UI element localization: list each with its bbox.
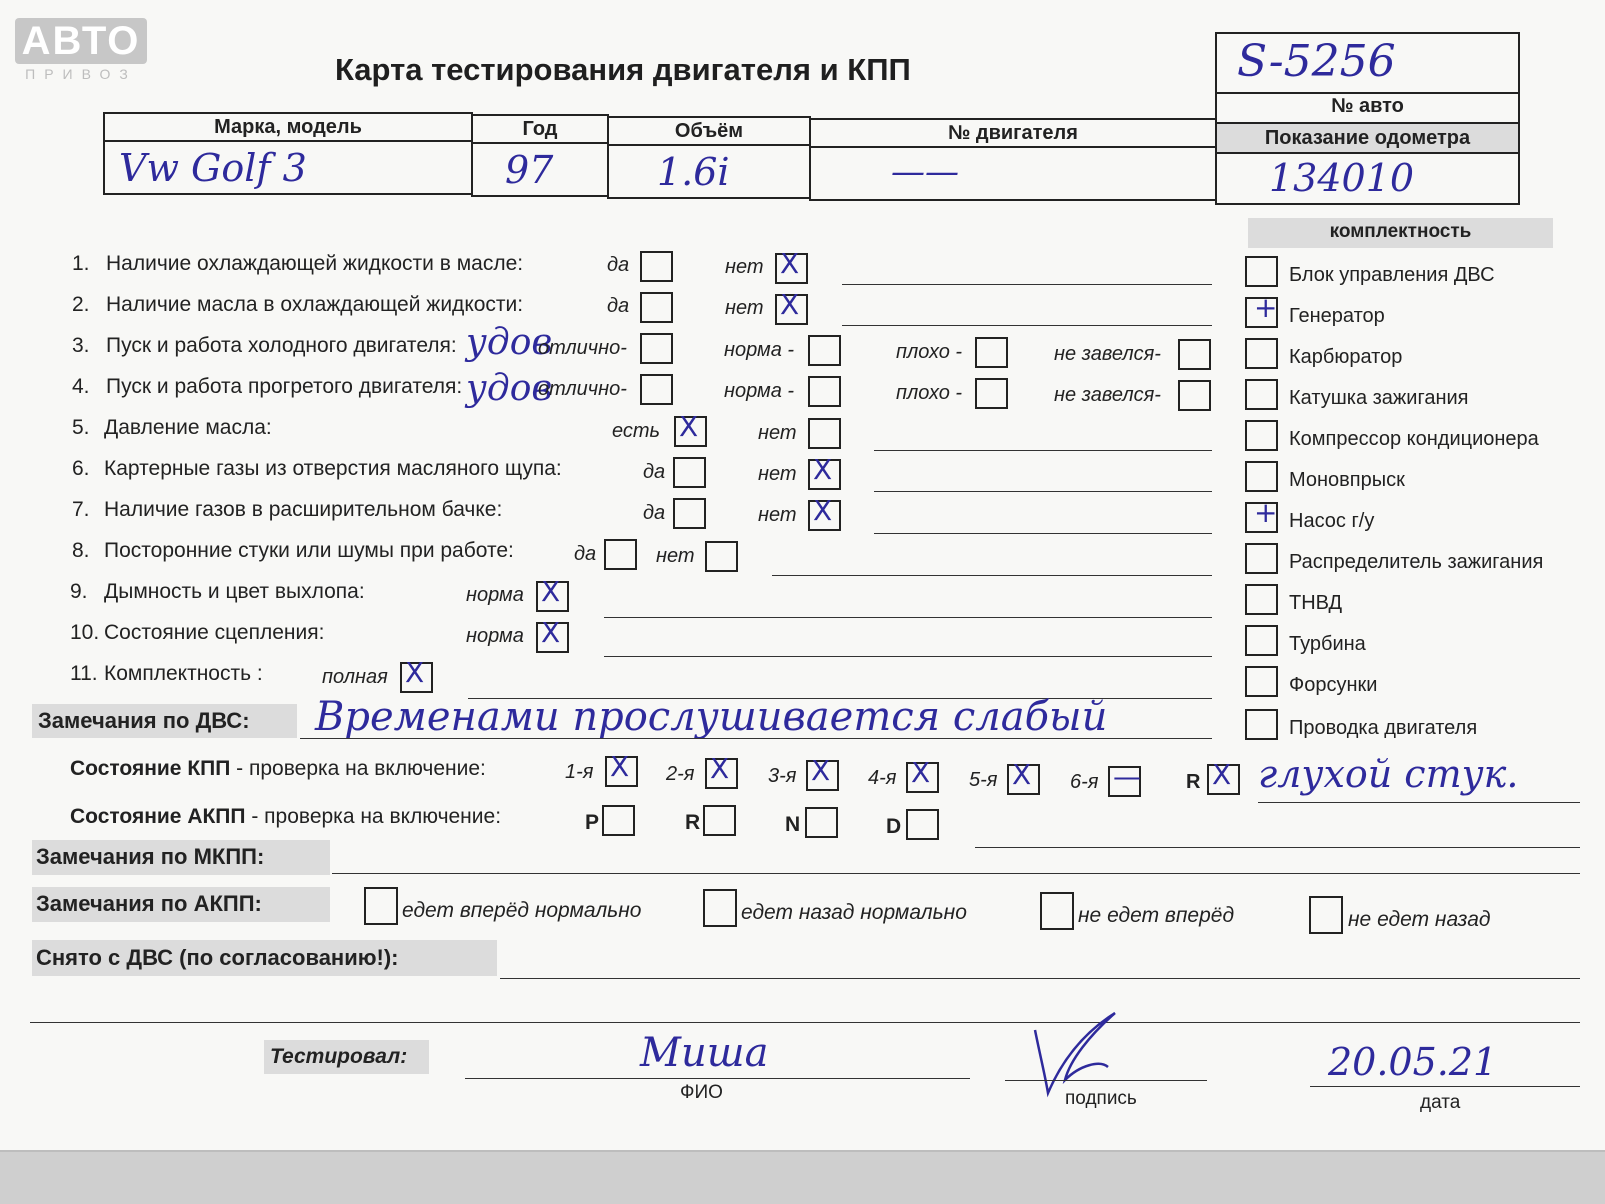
car-number-label: № авто xyxy=(1331,95,1404,117)
make-label: Марка, модель xyxy=(214,116,362,138)
item-5-text: Давление масла: xyxy=(104,416,272,439)
item-3-opt-excellent: отлично- xyxy=(538,337,627,359)
item-4-opt-normal: норма - xyxy=(724,380,795,402)
item-8-text: Посторонние стуки или шумы при работе: xyxy=(104,539,514,562)
remarks-engine-value: Временами прослушивается слабый xyxy=(315,694,1108,740)
kit-item-label: Моновпрыск xyxy=(1289,469,1405,491)
kpp-label-rest: - проверка на включение: xyxy=(230,757,486,780)
remarks-akpp-band xyxy=(32,887,330,922)
engine-header-cell xyxy=(809,118,1217,148)
akpp-mode-p-label: P xyxy=(585,811,600,834)
year-value-cell xyxy=(471,142,609,197)
year-label: Год xyxy=(522,118,558,140)
item-9-text: Дымность и цвет выхлопа: xyxy=(104,580,365,603)
item-5-number: 5. xyxy=(72,416,90,439)
kit-item-checkbox[interactable] xyxy=(1245,709,1278,740)
kit-item-checkbox[interactable] xyxy=(1245,291,1278,328)
gear-5-label: 5-я xyxy=(969,769,998,791)
item-4-opt-bad: плохо - xyxy=(896,382,963,404)
gear-4-label: 4-я xyxy=(868,767,897,789)
item-4-number: 4. xyxy=(72,375,90,398)
car-number-label-cell xyxy=(1215,92,1520,124)
gear-3-mark: X xyxy=(811,754,831,787)
kit-item-label: ТНВД xyxy=(1289,592,1343,614)
item-2-opt-yes: да xyxy=(607,295,630,317)
item-10-comment-line[interactable] xyxy=(604,656,1212,657)
engine-label: № двигателя xyxy=(948,122,1078,144)
date-caption: дата xyxy=(1420,1092,1461,1113)
make-value-cell xyxy=(103,140,473,195)
gear-6-checkbox[interactable] xyxy=(1108,760,1141,797)
item-6-yes-checkbox[interactable] xyxy=(673,457,706,488)
signature-caption: подпись xyxy=(1065,1088,1137,1109)
akpp-mode-r-checkbox[interactable] xyxy=(703,805,736,836)
signature-line[interactable] xyxy=(1005,1080,1207,1081)
gear-2-label: 2-я xyxy=(666,763,695,785)
item-8-opt-yes: да xyxy=(574,543,597,565)
item-3-handwritten-note: удов xyxy=(466,322,553,363)
item-10-text: Состояние сцепления: xyxy=(104,621,325,644)
item-5-opt-present: есть xyxy=(612,420,661,442)
gear-4-checkbox[interactable] xyxy=(906,756,939,793)
gear-6-label: 6-я xyxy=(1070,771,1099,793)
item-9-comment-line[interactable] xyxy=(604,617,1212,618)
akpp-label-rest: - проверка на включение: xyxy=(245,805,502,828)
item-3-opt-not-started: не завелся- xyxy=(1054,343,1161,365)
item-1-opt-yes: да xyxy=(607,254,630,276)
gear-1-checkbox[interactable] xyxy=(605,750,638,787)
item-1-comment-line[interactable] xyxy=(842,284,1212,285)
make-value: Vw Golf 3 xyxy=(119,146,307,190)
gear-1-mark: X xyxy=(610,750,630,783)
akpp-mode-p-checkbox[interactable] xyxy=(602,805,635,836)
kit-item-checkbox[interactable] xyxy=(1245,256,1278,287)
item-4-normal-checkbox[interactable] xyxy=(808,376,841,407)
item-10-normal-mark: X xyxy=(541,616,561,649)
removed-line-1[interactable] xyxy=(500,978,1580,979)
item-6-opt-yes: да xyxy=(643,461,666,483)
item-5-present-mark: X xyxy=(679,410,699,443)
date-line[interactable] xyxy=(1310,1086,1580,1087)
item-4-handwritten-note: удов xyxy=(466,368,553,409)
car-number-value: S-5256 xyxy=(1237,36,1396,87)
volume-value: 1.6i xyxy=(657,150,730,194)
item-3-number: 3. xyxy=(72,334,90,357)
date-value: 20.05.21 xyxy=(1328,1040,1498,1084)
item-11-opt-full: полная xyxy=(322,666,388,688)
akpp-backward-ok-label: едет назад нормально xyxy=(741,901,967,924)
akpp-backward-ok-checkbox[interactable] xyxy=(703,889,737,927)
kit-item-checkbox[interactable] xyxy=(1245,543,1278,574)
page-title: Карта тестирования двигателя и КПП xyxy=(335,52,911,87)
engine-value-cell xyxy=(809,146,1217,201)
kit-title: комплектность xyxy=(1329,221,1472,242)
kit-item-label: Турбина xyxy=(1289,633,1366,655)
item-6-number: 6. xyxy=(72,457,90,480)
gear-6-mark: — xyxy=(1113,760,1141,793)
item-11-full-mark: X xyxy=(405,656,425,689)
akpp-no-backward-label: не едет назад xyxy=(1348,908,1491,931)
kit-item-checkbox[interactable] xyxy=(1245,666,1278,697)
removed-band xyxy=(32,940,497,976)
gear-2-mark: X xyxy=(710,752,730,785)
tested-label: Тестировал: xyxy=(270,1045,408,1068)
item-2-text: Наличие масла в охлаждающей жидкости: xyxy=(106,293,524,316)
akpp-mode-d-checkbox[interactable] xyxy=(906,809,939,840)
item-1-no-checkbox[interactable] xyxy=(775,247,808,284)
item-3-opt-normal: норма - xyxy=(724,339,795,361)
kpp-note-line[interactable] xyxy=(1258,802,1580,803)
year-value: 97 xyxy=(505,148,554,192)
item-6-text: Картерные газы из отверстия масляного щупа: xyxy=(104,457,562,480)
item-5-opt-absent: нет xyxy=(758,422,797,444)
item-10-normal-checkbox[interactable] xyxy=(536,616,569,653)
item-9-opt-normal: норма xyxy=(466,584,524,606)
remarks-engine-line[interactable] xyxy=(300,738,1212,739)
kit-item-label: Проводка двигателя xyxy=(1289,717,1478,739)
item-3-not-started-checkbox[interactable] xyxy=(1178,339,1211,370)
item-10-opt-normal: норма xyxy=(466,625,524,647)
item-11-number: 11. xyxy=(70,662,98,685)
volume-header-cell xyxy=(607,116,811,146)
item-3-bad-checkbox[interactable] xyxy=(975,337,1008,368)
kit-item-checkbox[interactable] xyxy=(1245,420,1278,451)
item-2-number: 2. xyxy=(72,293,90,316)
gear-5-checkbox[interactable] xyxy=(1007,758,1040,795)
avtoprivoz-logo xyxy=(15,18,147,64)
item-8-comment-line[interactable] xyxy=(772,575,1212,576)
item-11-text: Комплектность : xyxy=(104,662,263,685)
item-3-excellent-checkbox[interactable] xyxy=(640,333,673,364)
item-9-number: 9. xyxy=(70,580,88,603)
tester-name-value: Миша xyxy=(640,1030,769,1076)
item-2-no-checkbox[interactable] xyxy=(775,288,808,325)
gear-r-checkbox[interactable] xyxy=(1207,758,1240,795)
item-1-number: 1. xyxy=(72,252,90,275)
kpp-handwritten-note: глухой стук. xyxy=(1258,752,1519,796)
car-number-cell xyxy=(1215,32,1520,94)
item-7-opt-no: нет xyxy=(758,504,797,526)
item-1-no-mark: X xyxy=(780,247,800,280)
akpp-mode-n-checkbox[interactable] xyxy=(805,807,838,838)
item-2-opt-no: нет xyxy=(725,297,764,319)
item-7-no-mark: X xyxy=(813,494,833,527)
item-4-text: Пуск и работа прогретого двигателя: xyxy=(106,375,463,398)
item-6-comment-line[interactable] xyxy=(874,491,1212,492)
item-10-number: 10. xyxy=(70,621,100,644)
item-4-not-started-checkbox[interactable] xyxy=(1178,380,1211,411)
akpp-mode-r-label: R xyxy=(685,811,701,834)
kpp-label-bold: Состояние КПП xyxy=(70,757,231,780)
kit-item-checkbox[interactable] xyxy=(1245,338,1278,369)
tester-name-caption: ФИО xyxy=(680,1082,723,1103)
odometer-header-cell xyxy=(1215,122,1520,154)
item-1-text: Наличие охлаждающей жидкости в масле: xyxy=(106,252,524,275)
kit-item-label: Форсунки xyxy=(1289,674,1378,696)
engine-value: —— xyxy=(891,152,959,192)
item-9-normal-mark: X xyxy=(541,575,561,608)
logo-subtitle: ПРИВОЗ xyxy=(25,66,137,82)
kit-item-label: Компрессор кондиционера xyxy=(1289,428,1539,450)
odometer-value: 134010 xyxy=(1269,156,1415,200)
removed-line-2[interactable] xyxy=(30,1022,1580,1023)
kit-item-label: Генератор xyxy=(1289,305,1385,327)
item-4-opt-not-started: не завелся- xyxy=(1054,384,1161,406)
akpp-forward-ok-label: едет вперёд нормально xyxy=(402,899,642,922)
item-5-absent-checkbox[interactable] xyxy=(808,418,841,449)
kit-item-checkbox[interactable] xyxy=(1245,496,1278,533)
item-7-comment-line[interactable] xyxy=(874,533,1212,534)
gear-3-label: 3-я xyxy=(768,765,797,787)
gear-4-mark: X xyxy=(911,756,931,789)
kit-item-label: Блок управления ДВС xyxy=(1289,264,1495,286)
kit-item-checkbox[interactable] xyxy=(1245,379,1278,410)
remarks-akpp-label: Замечания по АКПП: xyxy=(36,891,262,916)
logo-title: АВТО xyxy=(21,19,141,63)
kit-item-label: Катушка зажигания xyxy=(1289,387,1469,409)
akpp-mode-d-label: D xyxy=(886,815,902,838)
remarks-mkpp-band xyxy=(32,840,330,875)
item-7-no-checkbox[interactable] xyxy=(808,494,841,531)
volume-label: Объём xyxy=(674,120,744,142)
item-3-text: Пуск и работа холодного двигателя: xyxy=(106,334,457,357)
akpp-no-backward-checkbox[interactable] xyxy=(1309,896,1343,934)
item-8-opt-no: нет xyxy=(656,545,695,567)
akpp-no-forward-label: не едет вперёд xyxy=(1078,904,1235,927)
item-7-text: Наличие газов в расширительном бачке: xyxy=(104,498,503,521)
gear-5-mark: X xyxy=(1012,758,1032,791)
make-header-cell xyxy=(103,112,473,142)
kit-item-mark: + xyxy=(1254,291,1278,324)
removed-label xyxy=(36,945,399,971)
item-3-opt-bad: плохо - xyxy=(896,341,963,363)
item-2-comment-line[interactable] xyxy=(842,325,1212,326)
item-2-no-mark: X xyxy=(780,288,800,321)
item-8-number: 8. xyxy=(72,539,90,562)
item-8-yes-checkbox[interactable] xyxy=(604,539,637,570)
item-6-no-mark: X xyxy=(813,453,833,486)
remarks-mkpp-label: Замечания по МКПП: xyxy=(36,844,265,869)
akpp-label-bold: Состояние АКПП xyxy=(70,805,246,828)
item-11-full-checkbox[interactable] xyxy=(400,656,433,693)
year-header-cell xyxy=(471,114,609,144)
volume-value-cell xyxy=(607,144,811,199)
item-8-no-checkbox[interactable] xyxy=(705,541,738,572)
akpp-no-forward-checkbox[interactable] xyxy=(1040,892,1074,930)
item-9-normal-checkbox[interactable] xyxy=(536,575,569,612)
akpp-label xyxy=(70,805,501,829)
item-5-comment-line[interactable] xyxy=(874,450,1212,451)
signature-image xyxy=(1020,1005,1130,1100)
kit-item-checkbox[interactable] xyxy=(1245,625,1278,656)
remarks-engine-band xyxy=(32,704,297,738)
kit-item-checkbox[interactable] xyxy=(1245,461,1278,492)
gear-r-mark: X xyxy=(1212,758,1232,791)
remarks-engine-label: Замечания по ДВС: xyxy=(38,708,250,733)
item-3-normal-checkbox[interactable] xyxy=(808,335,841,366)
gear-2-checkbox[interactable] xyxy=(705,752,738,789)
item-1-yes-checkbox[interactable] xyxy=(640,251,673,282)
gear-r-label: R xyxy=(1186,771,1201,793)
kit-item-label: Распределитель зажигания xyxy=(1289,551,1544,573)
akpp-forward-ok-checkbox[interactable] xyxy=(364,887,398,925)
odometer-value-cell xyxy=(1215,152,1520,205)
item-4-opt-excellent: отлично- xyxy=(538,378,627,400)
item-4-excellent-checkbox[interactable] xyxy=(640,374,673,405)
remarks-mkpp-line[interactable] xyxy=(332,873,1580,874)
item-7-yes-checkbox[interactable] xyxy=(673,498,706,529)
kit-item-label: Насос г/у xyxy=(1289,510,1375,532)
kit-item-checkbox[interactable] xyxy=(1245,584,1278,615)
kpp-label xyxy=(70,757,486,781)
item-7-opt-yes: да xyxy=(643,502,666,524)
gear-1-label: 1-я xyxy=(565,761,594,783)
item-6-no-checkbox[interactable] xyxy=(808,453,841,490)
tested-band xyxy=(264,1040,429,1074)
akpp-comment-line[interactable] xyxy=(975,847,1580,848)
kit-item-label: Карбюратор xyxy=(1289,346,1403,368)
odometer-label: Показание одометра xyxy=(1264,127,1471,149)
kit-item-mark: + xyxy=(1254,496,1278,529)
removed-label-text: Снято с ДВС (по согласованию!): xyxy=(36,945,399,970)
akpp-mode-n-label: N xyxy=(785,813,801,836)
gear-3-checkbox[interactable] xyxy=(806,754,839,791)
kit-title-band xyxy=(1248,218,1553,248)
item-4-bad-checkbox[interactable] xyxy=(975,378,1008,409)
tester-name-line[interactable] xyxy=(465,1078,970,1079)
item-7-number: 7. xyxy=(72,498,90,521)
item-6-opt-no: нет xyxy=(758,463,797,485)
item-5-present-checkbox[interactable] xyxy=(674,410,707,447)
item-1-opt-no: нет xyxy=(725,256,764,278)
item-2-yes-checkbox[interactable] xyxy=(640,292,673,323)
